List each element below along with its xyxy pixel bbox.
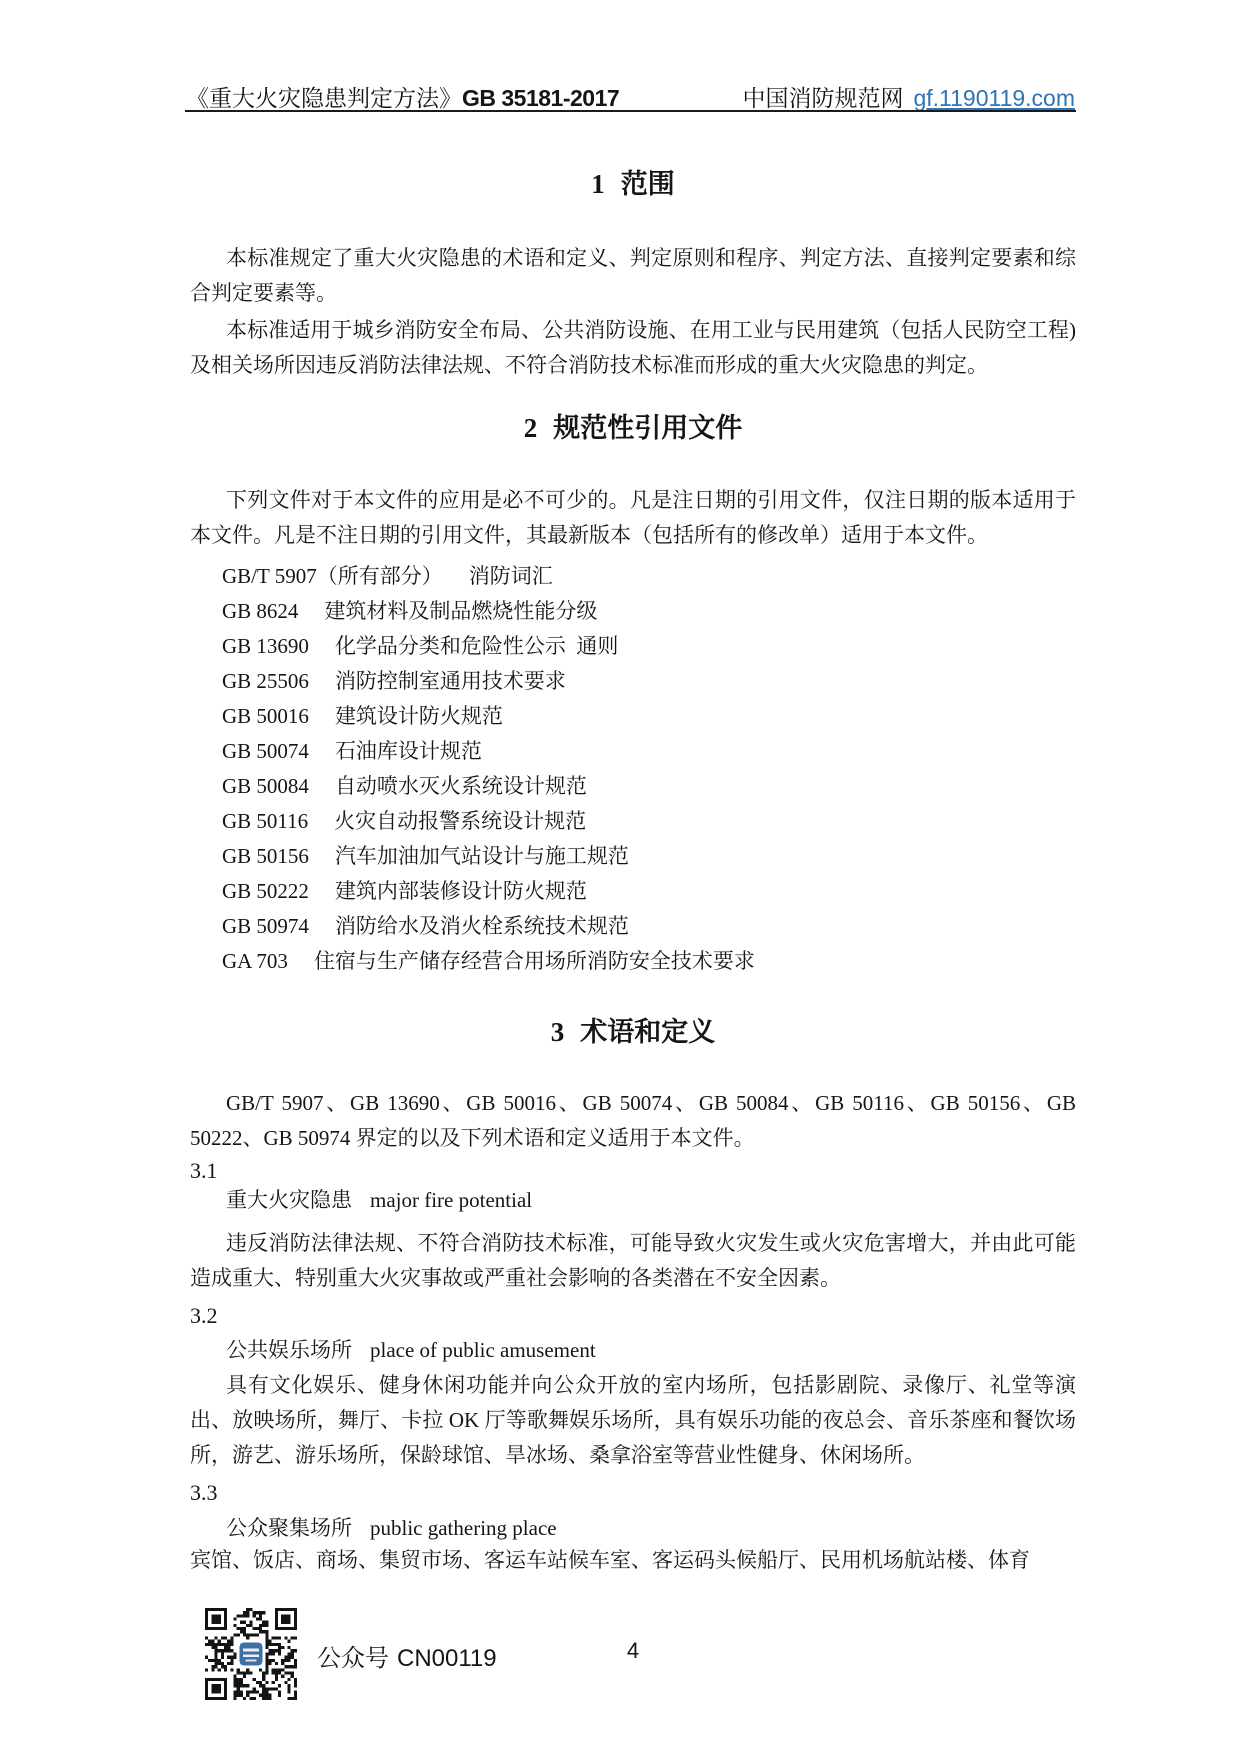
doc-code-text: GB 35181-2017 xyxy=(462,85,620,111)
section-1-paragraph-2: 本标准适用于城乡消防安全布局、公共消防设施、在用工业与民用建筑（包括人民防空工程)及相关场所因违反消防法律法规、不符合消防技术标准而形成的重大火灾隐患的判定。 xyxy=(190,318,1076,377)
reference-code: GB 25506 xyxy=(222,669,309,693)
reference-item xyxy=(222,909,755,944)
reference-item xyxy=(222,664,755,699)
term-3-2 xyxy=(226,1333,596,1368)
reference-code: GB 50156 xyxy=(222,844,309,868)
reference-code: GB 50222 xyxy=(222,879,309,903)
account-prefix: 公众号 xyxy=(317,1646,389,1672)
reference-code: GB 50974 xyxy=(222,914,309,938)
reference-title: 消防给水及消火栓系统技术规范 xyxy=(334,914,629,938)
reference-title: 建筑设计防火规范 xyxy=(334,704,503,728)
normative-reference-list xyxy=(222,559,755,979)
section-1-paragraph-1: 本标准规定了重大火灾隐患的术语和定义、判定原则和程序、判定方法、直接判定要素和综合判定要素等。 xyxy=(190,246,1076,305)
reference-title: 火灾自动报警系统设计规范 xyxy=(334,809,587,833)
term-3-1 xyxy=(226,1183,532,1218)
reference-code: GB/T 5907（所有部分） xyxy=(222,564,443,588)
term-en: major fire potential xyxy=(370,1188,533,1212)
page-number: 4 xyxy=(626,1638,640,1663)
clause-number-3-1: 3.1 xyxy=(190,1158,218,1183)
definition-3-1: 违反消防法律法规、不符合消防技术标准，可能导致火灾发生或火灾危害增大，并由此可能造成重大、特别重大火灾事故或严重社会影响的各类潜在不安全因素。 xyxy=(190,1231,1076,1290)
term-zh: 重大火灾隐患 xyxy=(226,1188,352,1212)
definition-3-2: 具有文化娱乐、健身休闲功能并向公众开放的室内场所，包括影剧院、录像厅、礼堂等演出、放映场所，舞厅、卡拉 OK 厅等歌舞娱乐场所，具有娱乐功能的夜总会、音乐茶座和餐饮场所，游艺、游乐场所，保龄球馆、旱冰场、桑拿浴室等营业性健身、休闲场所。 xyxy=(190,1373,1076,1467)
reference-title: 自动喷水灭火系统设计规范 xyxy=(334,774,587,798)
reference-title: 建筑材料及制品燃烧性能分级 xyxy=(324,599,598,623)
section-2-heading xyxy=(190,406,1076,445)
reference-code: GB 50084 xyxy=(222,774,309,798)
reference-code: GB 50074 xyxy=(222,739,309,763)
section-2-number: 2 xyxy=(523,413,538,443)
header-document-title xyxy=(186,80,619,113)
reference-code: GB 13690 xyxy=(222,634,309,658)
term-en: public gathering place xyxy=(370,1516,557,1540)
site-link[interactable]: gf.1190119.com xyxy=(913,85,1075,111)
definition-3-3: 宾馆、饭店、商场、集贸市场、客运车站候车室、客运码头候船厅、民用机场航站楼、体育 xyxy=(190,1548,1030,1572)
section-2-intro: 下列文件对于本文件的应用是必不可少的。凡是注日期的引用文件，仅注日期的版本适用于本文件。凡是不注日期的引用文件，其最新版本（包括所有的修改单）适用于本文件。 xyxy=(190,488,1076,547)
header-site xyxy=(742,80,1075,113)
reference-code: GB 8624 xyxy=(222,599,299,623)
section-1-heading xyxy=(190,162,1076,201)
reference-item xyxy=(222,699,755,734)
section-1-title: 范围 xyxy=(620,169,675,199)
section-3-title: 术语和定义 xyxy=(580,1017,716,1047)
term-zh: 公共娱乐场所 xyxy=(226,1338,352,1362)
section-1-number: 1 xyxy=(591,169,605,199)
reference-item xyxy=(222,874,755,909)
reference-item xyxy=(222,804,755,839)
account-id: CN00119 xyxy=(397,1645,497,1672)
section-3-heading xyxy=(190,1010,1076,1049)
reference-title: 石油库设计规范 xyxy=(334,739,482,763)
reference-title: 消防词汇 xyxy=(468,564,553,588)
clause-number-3-3: 3.3 xyxy=(190,1480,218,1505)
reference-item xyxy=(222,839,755,874)
reference-item xyxy=(222,559,755,594)
doc-title-text: 《重大火灾隐患判定方法》 xyxy=(186,86,462,111)
reference-item xyxy=(222,944,755,979)
site-name-text: 中国消防规范网 xyxy=(742,86,904,111)
reference-item xyxy=(222,769,755,804)
reference-title: 住宿与生产储存经营合用场所消防安全技术要求 xyxy=(313,949,755,973)
section-3-intro: GB/T 5907、GB 13690、GB 50016、GB 50074、GB 50084、GB 50116、GB 50156、GB 50222、GB 50974 界定的以及下列术语和定义适用于本文件。 xyxy=(190,1091,1076,1150)
clause-number-3-2: 3.2 xyxy=(190,1303,218,1328)
section-3-number: 3 xyxy=(550,1017,565,1047)
reference-item xyxy=(222,734,755,769)
reference-item xyxy=(222,594,755,629)
reference-title: 建筑内部装修设计防火规范 xyxy=(334,879,587,903)
reference-title: 汽车加油加气站设计与施工规范 xyxy=(334,844,629,868)
reference-code: GB 50016 xyxy=(222,704,309,728)
term-3-3 xyxy=(226,1511,557,1546)
reference-code: GA 703 xyxy=(222,949,288,973)
reference-title: 消防控制室通用技术要求 xyxy=(334,669,566,693)
header-rule xyxy=(185,110,1076,112)
reference-title: 化学品分类和危险性公示 通则 xyxy=(334,634,619,658)
reference-code: GB 50116 xyxy=(222,809,309,833)
term-zh: 公众聚集场所 xyxy=(226,1516,352,1540)
term-en: place of public amusement xyxy=(370,1338,596,1362)
reference-item xyxy=(222,629,755,664)
section-2-title: 规范性引用文件 xyxy=(553,413,743,443)
